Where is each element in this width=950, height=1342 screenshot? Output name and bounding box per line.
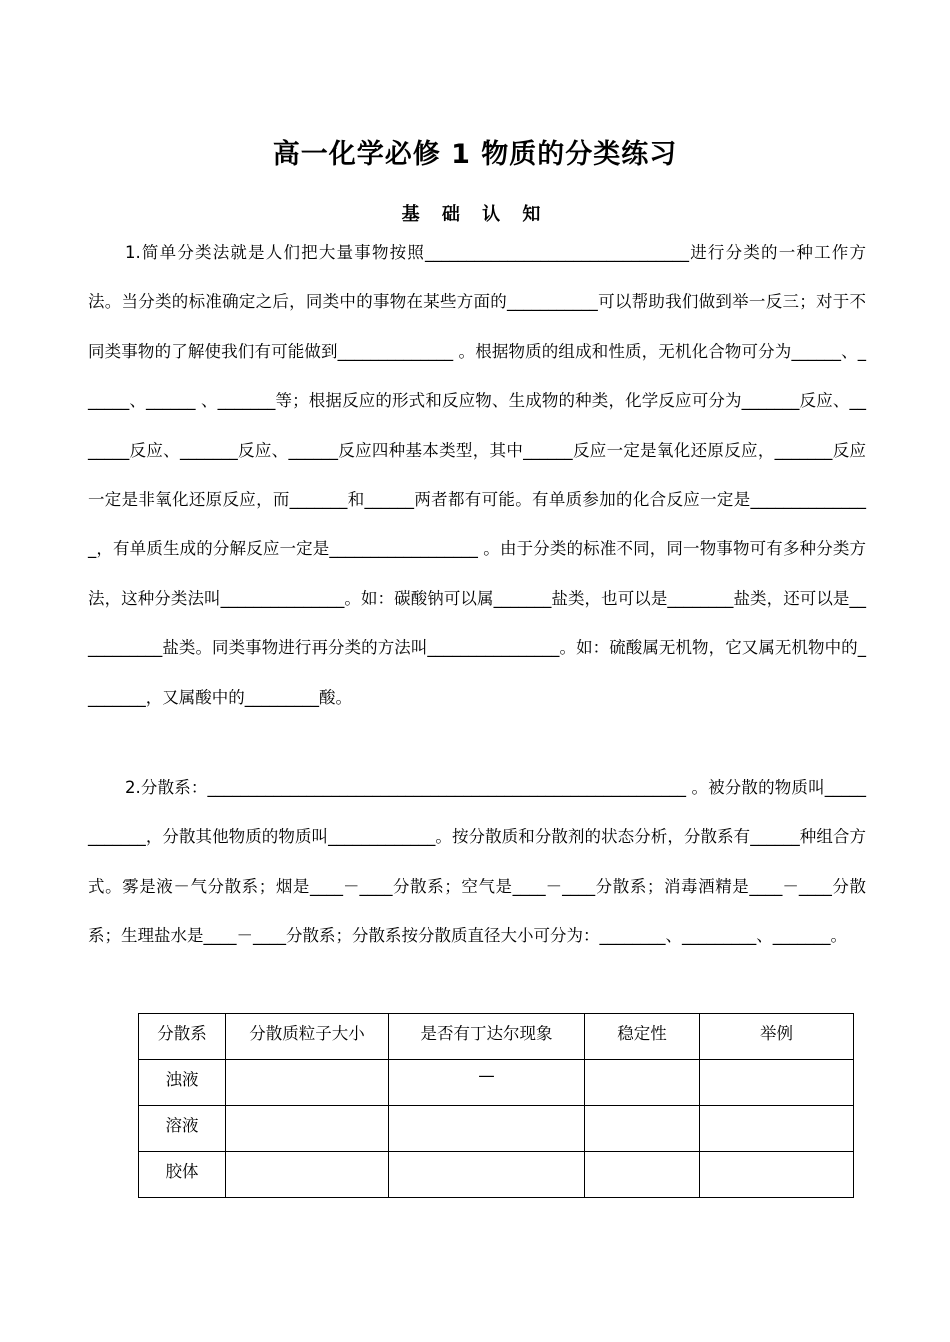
table-cell [585,1106,700,1152]
section-heading: 基 础 认 知 [401,204,549,225]
table-cell [226,1152,389,1198]
table-cell: 浊液 [139,1060,226,1106]
dispersion-system-table [138,1013,854,1198]
table-header-cell: 举例 [700,1014,854,1060]
table-cell [700,1106,854,1152]
table-header-cell: 稳定性 [585,1014,700,1060]
table-header-row [139,1014,854,1060]
table-cell [585,1152,700,1198]
question-1-paragraph: 1.简单分类法就是人们把大量事物按照________________________________进行分类的一种工作方法。当分类的标准确定之后，同类中的事物在某些方面的___________可以帮助我们做到举一反三；对于不同类事物的了解使我们有可能做到______________ 。根据物质的组成和性质，无机化合物可分为______、______、______ 、_______等；根据反应的形式和反应物、生成物的种类，化学反应可分为_______反应、_______反应、_______反应、______反应四种基本类型，其中______反应一定是氧化还原反应，_______反应一定是非氧化还原反应，而_______和______两者都有可能。有单质参加的化合反应一定是_______________，有单质生成的分解反应一定是__________________ 。由于分类的标准不同，同一物事物可有多种分类方法，这种分类法叫_______________。如：碳酸钠可以属_______盐类，也可以是________盐类，还可以是___________盐类。同类事物进行再分类的方法叫________________。如：硫酸属无机物，它又属无机物中的________，又属酸中的_________酸。 [88,243,866,707]
question-2-paragraph: 2.分散系：__________________________________________________________ 。被分散的物质叫____________，分散其他物质的物质叫_____________。按分散质和分散剂的状态分析，分散系有______种组合方式。雾是液－气分散系；烟是____－____分散系；空气是____－____分散系；消毒酒精是____－____分散系；生理盐水是____－____分散系；分散系按分散质直径大小可分为：________、_________、_______。 [88,778,866,946]
table-row [139,1106,854,1152]
table-cell [700,1152,854,1198]
table-cell [389,1152,585,1198]
table-cell: 胶体 [139,1152,226,1198]
table-header-cell: 分散系 [139,1014,226,1060]
table-cell [585,1060,700,1106]
table-row [139,1060,854,1106]
table-cell [700,1060,854,1106]
table-cell [226,1106,389,1152]
table-row [139,1152,854,1198]
table-cell [226,1060,389,1106]
table-cell: 溶液 [139,1106,226,1152]
page-title: 高一化学必修 1 物质的分类练习 [272,139,678,170]
table-cell [389,1106,585,1152]
table-cell: — [389,1060,585,1106]
table-header-cell: 分散质粒子大小 [226,1014,389,1060]
table-header-cell: 是否有丁达尔现象 [389,1014,585,1060]
